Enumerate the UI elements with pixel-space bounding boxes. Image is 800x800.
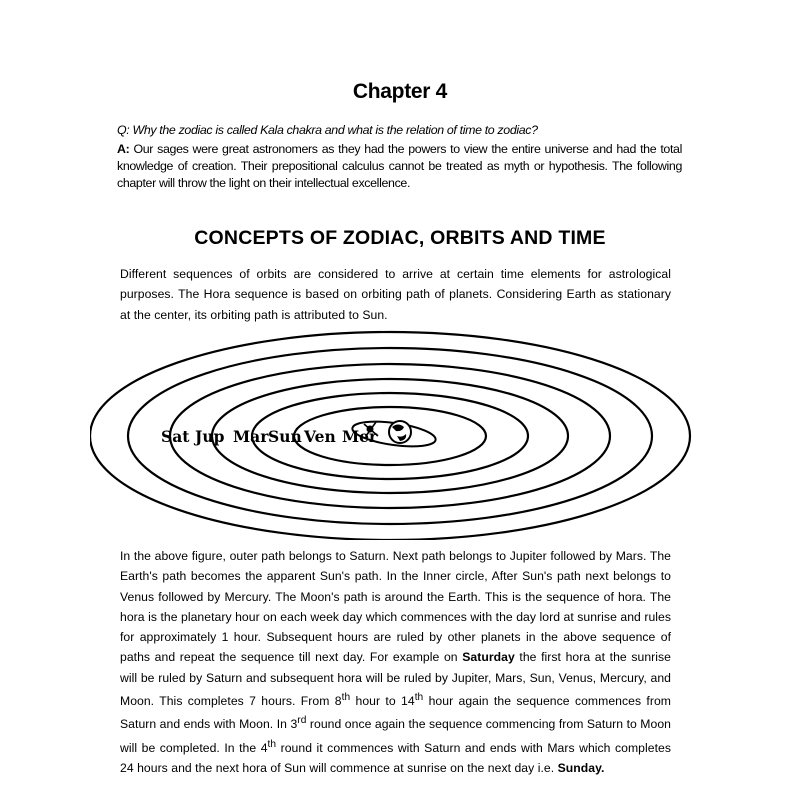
label-venus: Ven bbox=[304, 427, 336, 446]
explanation-part: hour again the sequence commences from Saturn and ends with Moon. In bbox=[120, 694, 671, 732]
number-8: 8 bbox=[334, 694, 342, 709]
explanation-part: hour to bbox=[350, 694, 402, 709]
section-heading: CONCEPTS OF ZODIAC, ORBITS AND TIME bbox=[194, 227, 606, 249]
label-jupiter: Jup bbox=[195, 427, 225, 446]
number-14: 14 bbox=[401, 694, 415, 709]
label-mars: Mar bbox=[233, 427, 269, 446]
saturday-emphasis: Saturday bbox=[462, 650, 515, 665]
number-4: 4 bbox=[260, 740, 268, 755]
answer-text bbox=[117, 141, 682, 192]
sunday-emphasis: Sunday. bbox=[557, 761, 605, 776]
superscript-th: th bbox=[267, 738, 277, 750]
superscript-rd: rd bbox=[297, 715, 307, 727]
label-sun: Sun bbox=[268, 427, 302, 446]
explanation-part: round it commences with Saturn and ends with Mars which completes 24 hours and the next hora of Sun will commence at sunrise on the next day i.e. bbox=[120, 740, 671, 776]
question-text: Q: Why the zodiac is called Kala chakra and what is the relation of time to zodiac? bbox=[117, 123, 538, 137]
superscript-th: th bbox=[414, 692, 424, 704]
label-saturn: Sat bbox=[161, 427, 190, 446]
answer-body: Our sages were great astronomers as they had the powers to view the entire universe and had the total knowledge of creation. Their prepositional calculus cannot be treated as myth or hypothesis. The following chapter will throw the light on their intellectual excellence. bbox=[117, 142, 682, 190]
label-mercury: Mer bbox=[342, 427, 378, 446]
chapter-title: Chapter 4 bbox=[352, 80, 448, 103]
question-answer-block bbox=[117, 122, 682, 192]
orbits-figure bbox=[90, 330, 710, 540]
superscript-th: th bbox=[341, 692, 351, 704]
number-3: 3 bbox=[290, 717, 298, 732]
answer-label: A: bbox=[117, 142, 130, 156]
orbits-diagram bbox=[90, 330, 710, 540]
explanation-paragraph bbox=[120, 546, 671, 778]
explanation-part: In the above figure, outer path belongs to Saturn. Next path belongs to Jupiter followed by Mars. The Earth's path becomes the apparent Sun's path. In the Inner circle, After Sun's path next belongs to Venus followed by Mercury. The Moon's path is around the Earth. This is the sequence of hora. The hora is the planetary hour on each week day which commences with the day lord at sunrise and rules for approximately 1 hour. Subsequent hours are ruled by other planets in the above sequence of paths and repeat the sequence till next day. For example on bbox=[120, 549, 671, 665]
explanation-part: the first hora at the sunrise will be ruled by Saturn and subsequent hora will be ruled by Jupiter, Mars, Sun, Venus, Mercury, and Moon. This completes 7 hours. From bbox=[120, 650, 671, 709]
intro-paragraph: Different sequences of orbits are considered to arrive at certain time elements for astrological purposes. The Hora sequence is based on orbiting path of planets. Considering Earth as stationary at the center, its orbiting path is attributed to Sun. bbox=[120, 267, 671, 322]
explanation-part: round once again the sequence commencing from Saturn to Moon will be completed. In the bbox=[120, 717, 671, 755]
